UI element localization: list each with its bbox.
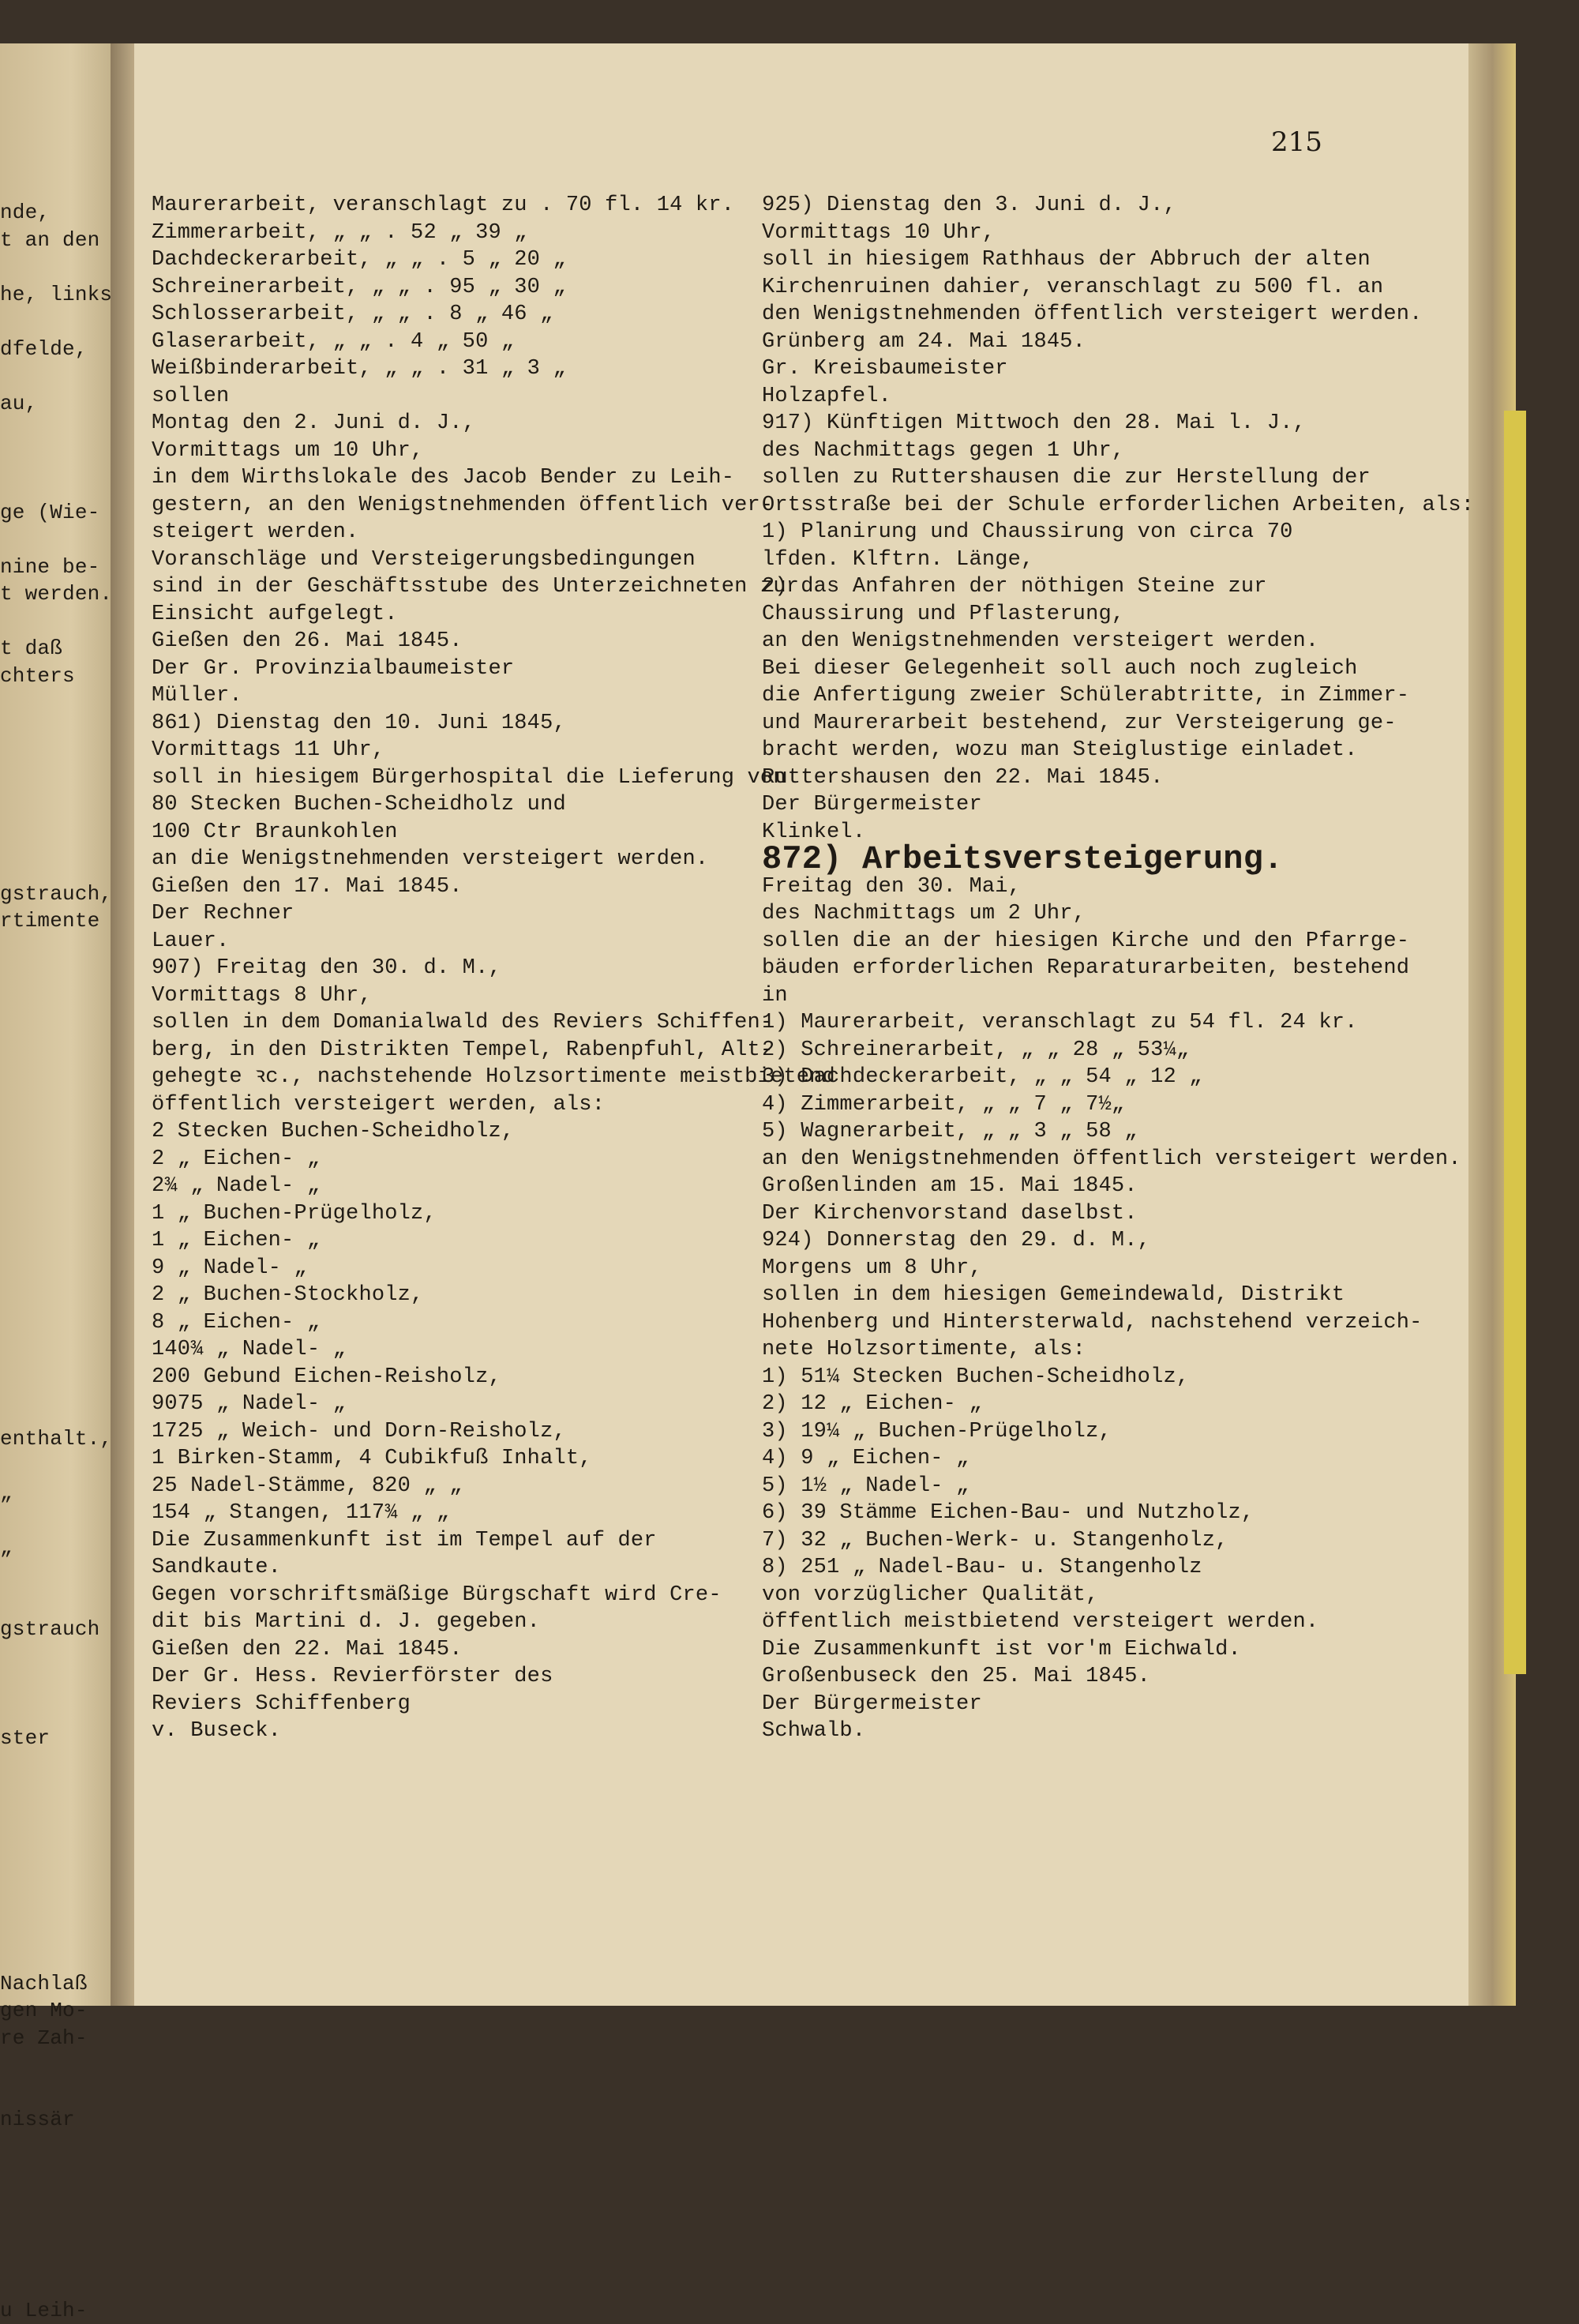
right-column-line: an den Wenigstnehmenden versteigert werden.: [762, 628, 1474, 655]
margin-line: [0, 1807, 112, 1834]
margin-line: [0, 826, 112, 854]
left-column-line: 2¾ „ Nadel- „: [152, 1173, 835, 1200]
right-column-line: Kirchenruinen dahier, veranschlagt zu 500 fl. an: [762, 274, 1474, 302]
left-column-line: 100 Ctr Braunkohlen: [152, 819, 835, 847]
margin-line: [0, 1044, 112, 1072]
margin-line: [0, 2215, 112, 2243]
left-column-line: 140¾ „ Nadel- „: [152, 1336, 835, 1364]
margin-line: [0, 362, 112, 390]
margin-line: rtimente: [0, 907, 112, 935]
margin-line: [0, 1779, 112, 1807]
margin-line: t werden.: [0, 580, 112, 608]
left-column-line: Zimmerarbeit, „ „ . 52 „ 39 „: [152, 220, 835, 247]
margin-line: [0, 1207, 112, 1235]
margin-line: [0, 689, 112, 717]
margin-line: [0, 417, 112, 445]
left-column-line: sind in der Geschäftsstube des Unterzeichneten zur: [152, 573, 835, 601]
margin-line: [0, 2270, 112, 2297]
right-column-line: Freitag den 30. Mai,: [762, 873, 1474, 901]
right-column-line: lfden. Klftrn. Länge,: [762, 546, 1474, 574]
right-column-line: öffentlich meistbietend versteigert werden.: [762, 1609, 1474, 1636]
right-column-line: 2) 12 „ Eichen- „: [762, 1391, 1474, 1418]
margin-line: [0, 1943, 112, 1970]
margin-line: [0, 2052, 112, 2079]
right-column-line: 3) Dachdeckerarbeit, „ „ 54 „ 12 „: [762, 1064, 1474, 1091]
left-column-line: 25 Nadel-Stämme, 820 „ „: [152, 1473, 835, 1500]
right-column-line: 5) Wagnerarbeit, „ „ 3 „ 58 „: [762, 1118, 1474, 1146]
margin-line: [0, 1698, 112, 1725]
margin-line: [0, 798, 112, 826]
margin-line: nine be-: [0, 554, 112, 581]
right-column-line: Großenlinden am 15. Mai 1845.: [762, 1173, 1474, 1200]
margin-line: gstrauch: [0, 1616, 112, 1643]
margin-line: [0, 1752, 112, 1780]
left-column-line: Reviers Schiffenberg: [152, 1691, 835, 1718]
left-column-line: 907) Freitag den 30. d. M.,: [152, 955, 835, 982]
margin-line: [0, 608, 112, 636]
right-column-line: Chaussirung und Pflasterung,: [762, 601, 1474, 629]
right-column-line: sollen in dem hiesigen Gemeindewald, Distrikt: [762, 1282, 1474, 1309]
margin-line: [0, 1234, 112, 1262]
left-column-line: 861) Dienstag den 10. Juni 1845,: [152, 710, 835, 738]
left-column-line: Der Gr. Provinzialbaumeister: [152, 655, 835, 683]
margin-line: [0, 1371, 112, 1399]
right-column-line: den Wenigstnehmenden öffentlich versteigert werden.: [762, 301, 1474, 329]
margin-line: [0, 853, 112, 880]
left-column-line: Einsicht aufgelegt.: [152, 601, 835, 629]
margin-line: [0, 471, 112, 499]
margin-line: [0, 445, 112, 472]
left-column-line: Der Gr. Hess. Revierförster des: [152, 1663, 835, 1691]
right-column-line: 1) Planirung und Chaussirung von circa 70: [762, 519, 1474, 546]
margin-line: t daß: [0, 635, 112, 663]
left-column-line: Gießen den 26. Mai 1845.: [152, 628, 835, 655]
right-column-line: 924) Donnerstag den 29. d. M.,: [762, 1227, 1474, 1255]
right-column-text: [762, 192, 1474, 1745]
left-column-line: Gießen den 17. Mai 1845.: [152, 873, 835, 901]
margin-line: [0, 1561, 112, 1589]
margin-line: [0, 1343, 112, 1371]
left-column-line: 1 „ Eichen- „: [152, 1227, 835, 1255]
margin-line: enthalt.,: [0, 1425, 112, 1453]
margin-line: nissär: [0, 2106, 112, 2134]
right-column-line: Gr. Kreisbaumeister: [762, 355, 1474, 383]
margin-line: [0, 1098, 112, 1126]
right-column-line: Morgens um 8 Uhr,: [762, 1255, 1474, 1282]
margin-line: u Leih-: [0, 2297, 112, 2324]
left-column-line: Gießen den 22. Mai 1845.: [152, 1636, 835, 1664]
left-column-line: gehegte ꝛc., nachstehende Holzsortimente meistbietend: [152, 1064, 835, 1091]
margin-line: [0, 1071, 112, 1098]
right-column-line: Schwalb.: [762, 1718, 1474, 1745]
left-page-margin-text: [0, 199, 112, 2324]
margin-line: ge (Wie-: [0, 499, 112, 527]
left-column-line: 80 Stecken Buchen-Scheidholz und: [152, 791, 835, 819]
margin-line: [0, 526, 112, 554]
margin-line: [0, 1861, 112, 1889]
margin-line: [0, 744, 112, 772]
margin-line: [0, 2243, 112, 2270]
margin-line: [0, 1262, 112, 1290]
margin-line: [0, 2079, 112, 2107]
margin-line: [0, 1398, 112, 1425]
right-column-line: Die Zusammenkunft ist vor'm Eichwald.: [762, 1636, 1474, 1664]
right-column-line: Ruttershausen den 22. Mai 1845.: [762, 764, 1474, 792]
left-column-line: 9075 „ Nadel- „: [152, 1391, 835, 1418]
left-column-line: gestern, an den Wenigstnehmenden öffentlich ver-: [152, 492, 835, 520]
left-column-line: Die Zusammenkunft ist im Tempel auf der: [152, 1527, 835, 1555]
right-column-line: Hohenberg und Hintersterwald, nachstehend verzeich-: [762, 1309, 1474, 1337]
margin-line: [0, 253, 112, 281]
margin-line: [0, 717, 112, 745]
left-column-line: Maurerarbeit, veranschlagt zu . 70 fl. 14 kr.: [152, 192, 835, 220]
right-column-line: 925) Dienstag den 3. Juni d. J.,: [762, 192, 1474, 220]
margin-line: Nachlaß: [0, 1970, 112, 1998]
left-column-line: Sandkaute.: [152, 1554, 835, 1582]
margin-line: [0, 1916, 112, 1943]
left-column-line: Vormittags um 10 Uhr,: [152, 437, 835, 465]
left-column-line: Gegen vorschriftsmäßige Bürgschaft wird Cre-: [152, 1582, 835, 1609]
right-column-line: 6) 39 Stämme Eichen-Bau- und Nutzholz,: [762, 1500, 1474, 1527]
left-column-line: Dachdeckerarbeit, „ „ . 5 „ 20 „: [152, 246, 835, 274]
left-column-line: Montag den 2. Juni d. J.,: [152, 410, 835, 437]
left-column-line: sollen: [152, 383, 835, 411]
left-column-line: sollen in dem Domanialwald des Reviers Schiffen-: [152, 1009, 835, 1037]
margin-line: [0, 1289, 112, 1316]
left-column-line: 1725 „ Weich- und Dorn-Reisholz,: [152, 1418, 835, 1446]
margin-line: [0, 2134, 112, 2161]
margin-line: [0, 1834, 112, 1861]
right-column-line: Ortsstraße bei der Schule erforderlichen Arbeiten, als:: [762, 492, 1474, 520]
right-column-line: Der Bürgermeister: [762, 791, 1474, 819]
right-column-line: die Anfertigung zweier Schülerabtritte, in Zimmer-: [762, 682, 1474, 710]
left-column-line: Lauer.: [152, 928, 835, 956]
left-column-line: steigert werden.: [152, 519, 835, 546]
right-column-line: Grünberg am 24. Mai 1845.: [762, 329, 1474, 356]
left-column-line: Müller.: [152, 682, 835, 710]
left-column-line: 2 „ Buchen-Stockholz,: [152, 1282, 835, 1309]
margin-line: [0, 962, 112, 989]
margin-line: [0, 2188, 112, 2216]
right-column-line: Der Kirchenvorstand daselbst.: [762, 1200, 1474, 1228]
margin-line: [0, 935, 112, 963]
left-column-line: 9 „ Nadel- „: [152, 1255, 835, 1282]
margin-line: [0, 1016, 112, 1044]
margin-line: [0, 1670, 112, 1698]
left-column-line: 200 Gebund Eichen-Reisholz,: [152, 1364, 835, 1391]
right-column-line: bracht werden, wozu man Steiglustige einladet.: [762, 737, 1474, 764]
left-column-line: dit bis Martini d. J. gegeben.: [152, 1609, 835, 1636]
left-column-line: 1 Birken-Stamm, 4 Cubikfuß Inhalt,: [152, 1445, 835, 1473]
left-column-text: [152, 192, 835, 1745]
right-column-line: 4) Zimmerarbeit, „ „ 7 „ 7½„: [762, 1091, 1474, 1119]
yellow-bookmark-strip: [1504, 411, 1526, 1674]
right-column-line: 917) Künftigen Mittwoch den 28. Mai l. J.,: [762, 410, 1474, 437]
margin-line: he, links: [0, 281, 112, 309]
left-column-line: berg, in den Distrikten Tempel, Rabenpfuhl, Alt-: [152, 1037, 835, 1064]
right-column-line: 2) das Anfahren der nöthigen Steine zur: [762, 573, 1474, 601]
margin-line: [0, 308, 112, 336]
right-column-line: sollen die an der hiesigen Kirche und den Pfarrge-: [762, 928, 1474, 956]
right-column-line: in: [762, 982, 1474, 1010]
right-column-line: bäuden erforderlichen Reparaturarbeiten, bestehend: [762, 955, 1474, 982]
right-column-line: 872) Arbeitsversteigerung.: [762, 846, 1474, 873]
left-column-line: Schlosserarbeit, „ „ . 8 „ 46 „: [152, 301, 835, 329]
margin-line: re Zah-: [0, 2025, 112, 2052]
margin-line: ster: [0, 1725, 112, 1752]
right-column-line: Großenbuseck den 25. Mai 1845.: [762, 1663, 1474, 1691]
margin-line: [0, 1643, 112, 1671]
margin-line: [0, 1888, 112, 1916]
right-column-line: an den Wenigstnehmenden öffentlich versteigert werden.: [762, 1146, 1474, 1173]
right-column-line: 5) 1½ „ Nadel- „: [762, 1473, 1474, 1500]
margin-line: [0, 989, 112, 1017]
left-column-line: 2 Stecken Buchen-Scheidholz,: [152, 1118, 835, 1146]
left-column-line: 8 „ Eichen- „: [152, 1309, 835, 1337]
left-column-line: Vormittags 11 Uhr,: [152, 737, 835, 764]
margin-line: gstrauch,: [0, 880, 112, 908]
right-column-line: 1) Maurerarbeit, veranschlagt zu 54 fl. 24 kr.: [762, 1009, 1474, 1037]
left-column-line: Vormittags 8 Uhr,: [152, 982, 835, 1010]
right-column-line: nete Holzsortimente, als:: [762, 1336, 1474, 1364]
right-column-line: soll in hiesigem Rathhaus der Abbruch der alten: [762, 246, 1474, 274]
page-number: 215: [1271, 126, 1322, 158]
margin-line: „: [0, 1534, 112, 1562]
margin-line: [0, 1507, 112, 1534]
margin-line: [0, 2161, 112, 2188]
margin-line: [0, 1589, 112, 1616]
left-column-line: an die Wenigstnehmenden versteigert werden.: [152, 846, 835, 873]
left-column-line: Weißbinderarbeit, „ „ . 31 „ 3 „: [152, 355, 835, 383]
right-column-line: Der Bürgermeister: [762, 1691, 1474, 1718]
right-column-line: 7) 32 „ Buchen-Werk- u. Stangenholz,: [762, 1527, 1474, 1555]
margin-line: t an den: [0, 227, 112, 254]
right-column-line: und Maurerarbeit bestehend, zur Versteigerung ge-: [762, 710, 1474, 738]
right-column-line: sollen zu Ruttershausen die zur Herstellung der: [762, 464, 1474, 492]
margin-line: [0, 1452, 112, 1480]
margin-line: chters: [0, 663, 112, 690]
right-column-line: 3) 19¼ „ Buchen-Prügelholz,: [762, 1418, 1474, 1446]
left-column-line: in dem Wirthslokale des Jacob Bender zu Leih-: [152, 464, 835, 492]
right-column-line: 1) 51¼ Stecken Buchen-Scheidholz,: [762, 1364, 1474, 1391]
margin-line: [0, 1125, 112, 1153]
right-column-line: Vormittags 10 Uhr,: [762, 220, 1474, 247]
left-column-line: Voranschläge und Versteigerungsbedingungen: [152, 546, 835, 574]
margin-line: [0, 772, 112, 799]
left-column-line: Der Rechner: [152, 900, 835, 928]
left-column-line: 2 „ Eichen- „: [152, 1146, 835, 1173]
margin-line: [0, 1316, 112, 1344]
right-column-line: 8) 251 „ Nadel-Bau- u. Stangenholz: [762, 1554, 1474, 1582]
right-column-line: 4) 9 „ Eichen- „: [762, 1445, 1474, 1473]
left-column-line: Schreinerarbeit, „ „ . 95 „ 30 „: [152, 274, 835, 302]
right-column-line: des Nachmittags gegen 1 Uhr,: [762, 437, 1474, 465]
margin-line: au,: [0, 390, 112, 418]
margin-line: gen Mo-: [0, 1997, 112, 2025]
left-column-line: 1 „ Buchen-Prügelholz,: [152, 1200, 835, 1228]
left-column-line: v. Buseck.: [152, 1718, 835, 1745]
margin-line: [0, 1153, 112, 1181]
margin-line: [0, 1180, 112, 1207]
right-column-line: Bei dieser Gelegenheit soll auch noch zugleich: [762, 655, 1474, 683]
left-column-line: öffentlich versteigert werden, als:: [152, 1091, 835, 1119]
margin-line: dfelde,: [0, 336, 112, 363]
left-column-line: 154 „ Stangen, 117¾ „ „: [152, 1500, 835, 1527]
margin-line: „: [0, 1480, 112, 1507]
left-column-line: soll in hiesigem Bürgerhospital die Lieferung von: [152, 764, 835, 792]
margin-line: nde,: [0, 199, 112, 227]
right-column-line: 2) Schreinerarbeit, „ „ 28 „ 53¼„: [762, 1037, 1474, 1064]
right-column-line: von vorzüglicher Qualität,: [762, 1582, 1474, 1609]
right-column-line: des Nachmittags um 2 Uhr,: [762, 900, 1474, 928]
right-column-line: Klinkel.: [762, 819, 1474, 847]
left-column-line: Glaserarbeit, „ „ . 4 „ 50 „: [152, 329, 835, 356]
right-column-line: Holzapfel.: [762, 383, 1474, 411]
